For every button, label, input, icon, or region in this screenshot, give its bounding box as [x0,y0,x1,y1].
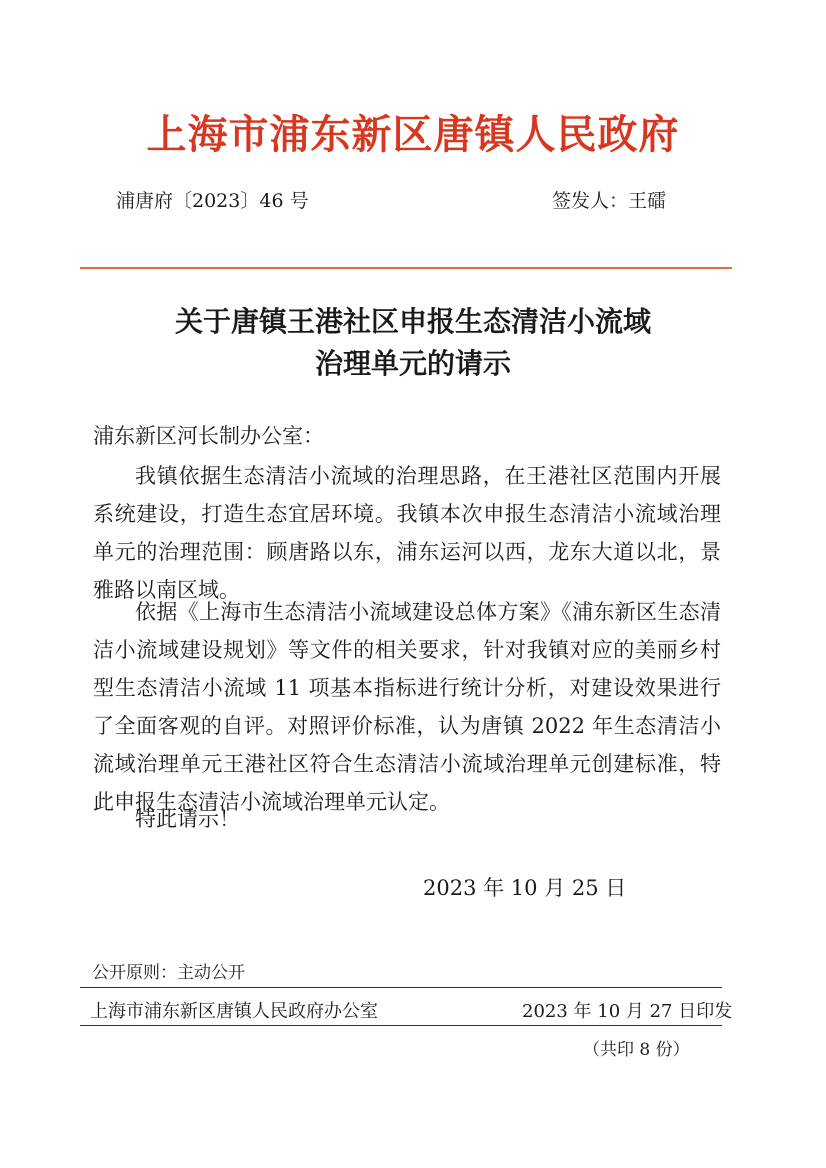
signing-date: 2023 年 10 月 25 日 [423,876,627,900]
body-paragraph-2: 依据《上海市生态清洁小流域建设总体方案》《浦东新区生态清洁小流域建设规划》等文件的相关要求，针对我镇对应的美丽乡村型生态清洁小流域 11 项基本指标进行统计分析，对建设效果进行了全面客观的自评。对照评价标准，认为唐镇 2022 年生态清洁小流域治理单元王港社区符合生态清洁小流域治理单元创建标准，特此申报生态清洁小流域治理单元认定。 [93,600,721,814]
addressee: 浦东新区河长制办公室： [93,424,324,448]
closing-line: 特此请示！ [135,807,240,831]
footer-divider-top [80,987,722,988]
print-date: 2023 年 10 月 27 日印发 [522,1001,733,1022]
disclosure-principle: 公开原则：主动公开 [92,963,245,983]
issuing-office: 上海市浦东新区唐镇人民政府办公室 [90,1001,378,1022]
body-paragraph-1: 我镇依据生态清洁小流域的治理思路，在王港社区范围内开展系统建设，打造生态宜居环境。我镇本次申报生态清洁小流域治理单元的治理范围：顾唐路以东，浦东运河以西，龙东大道以北，景雅路以南区域。 [93,464,721,602]
agency-header-title: 上海市浦东新区唐镇人民政府 [146,111,680,158]
document-title-line-2: 治理单元的请示 [314,347,511,380]
copies-printed: （共印 8 份） [583,1040,690,1060]
document-title-line-1: 关于唐镇王港社区申报生态清洁小流域 [174,305,651,338]
signer: 签发人：王礌 [552,190,667,212]
footer-divider-bottom [80,1025,722,1026]
document-number: 浦唐府〔2023〕46 号 [116,190,309,212]
red-divider [80,267,732,269]
